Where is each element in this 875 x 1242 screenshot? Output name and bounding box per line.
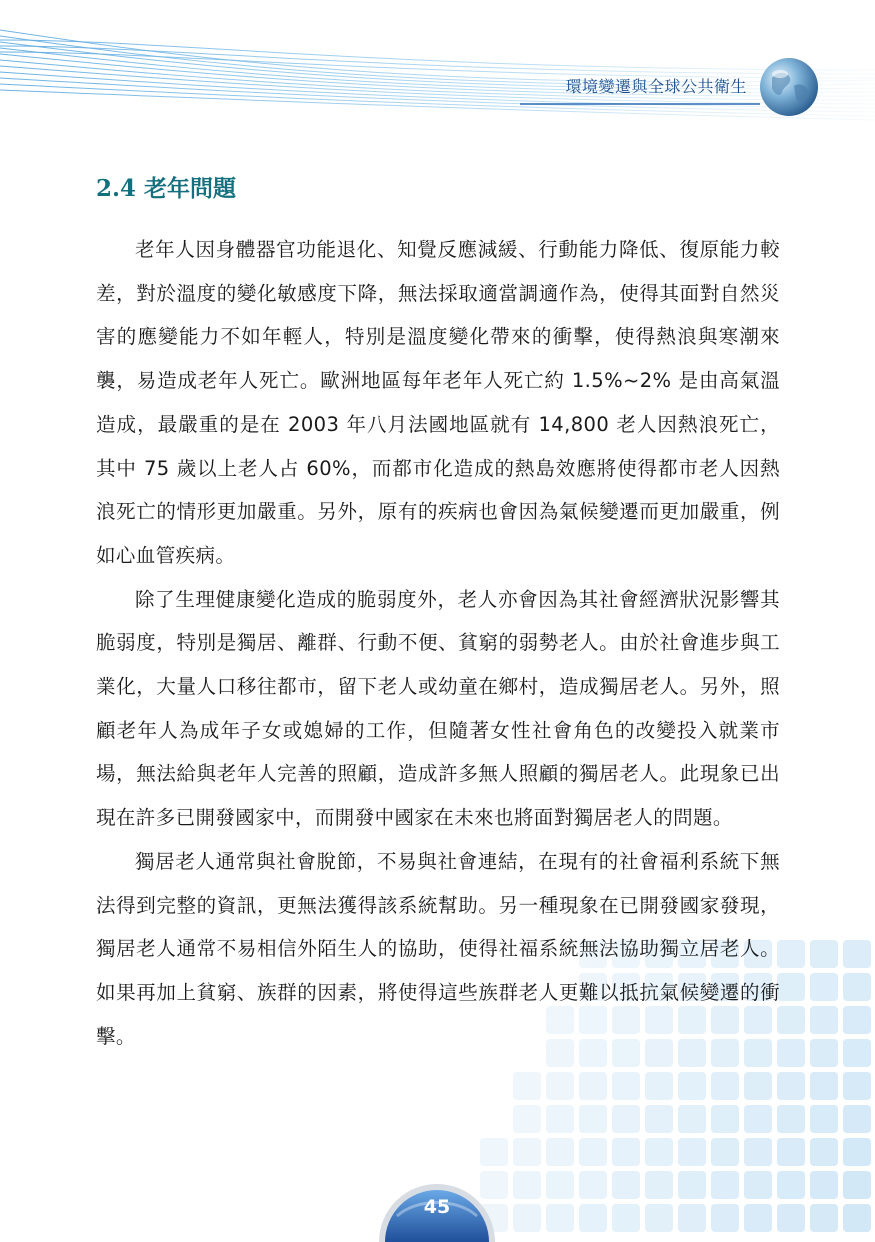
decorative-square: [579, 1105, 607, 1133]
decorative-square: [480, 1138, 508, 1166]
page-number: 45: [423, 1196, 451, 1218]
decorative-square: [843, 1105, 871, 1133]
decorative-square: [678, 1138, 706, 1166]
decorative-square: [810, 1006, 838, 1034]
decorative-square: [546, 1171, 574, 1199]
decorative-square: [645, 1171, 673, 1199]
decorative-square: [843, 1171, 871, 1199]
decorative-square: [711, 1171, 739, 1199]
decorative-square: [843, 1204, 871, 1232]
header-title: 環境變遷與全球公共衛生: [565, 77, 747, 96]
decorative-square: [513, 1138, 541, 1166]
decorative-square: [777, 1039, 805, 1067]
decorative-square: [579, 1138, 607, 1166]
decorative-square: [777, 1204, 805, 1232]
decorative-square: [777, 940, 805, 968]
decorative-square: [579, 1171, 607, 1199]
decorative-square: [744, 1072, 772, 1100]
decorative-square: [777, 1171, 805, 1199]
decorative-square: [843, 940, 871, 968]
decorative-square: [744, 1138, 772, 1166]
decorative-square: [843, 1039, 871, 1067]
decorative-square: [579, 1072, 607, 1100]
decorative-square: [810, 973, 838, 1001]
decorative-square: [612, 1105, 640, 1133]
decorative-square: [513, 1105, 541, 1133]
decorative-square: [777, 1072, 805, 1100]
decorative-square: [645, 1072, 673, 1100]
decorative-square: [579, 1204, 607, 1232]
decorative-square: [744, 1171, 772, 1199]
decorative-square: [711, 1105, 739, 1133]
decorative-square: [546, 1204, 574, 1232]
decorative-square: [678, 1072, 706, 1100]
decorative-square: [711, 1072, 739, 1100]
decorative-square: [546, 1138, 574, 1166]
decorative-square: [711, 1138, 739, 1166]
decorative-square: [612, 1204, 640, 1232]
paragraph: 除了生理健康變化造成的脆弱度外，老人亦會因為其社會經濟狀況影響其脆弱度，特別是獨居、離群、行動不便、貧窮的弱勢老人。由於社會進步與工業化，大量人口移往都市，留下老人或幼童在鄉村，造成獨居老人。另外，照顧老年人為成年子女或媳婦的工作，但隨著女性社會角色的改變投入就業市場，無法給與老年人完善的照顧，造成許多無人照顧的獨居老人。此現象已出現在許多已開發國家中，而開發中國家在未來也將面對獨居老人的問題。: [96, 587, 780, 830]
decorative-square: [513, 1072, 541, 1100]
decorative-square: [843, 973, 871, 1001]
decorative-square: [810, 1204, 838, 1232]
decorative-square: [810, 940, 838, 968]
decorative-square: [513, 1204, 541, 1232]
decorative-square: [777, 973, 805, 1001]
decorative-square: [546, 1072, 574, 1100]
decorative-square: [843, 1072, 871, 1100]
decorative-square: [810, 1171, 838, 1199]
decorative-square: [744, 1204, 772, 1232]
decorative-square: [810, 1105, 838, 1133]
decorative-square: [645, 1138, 673, 1166]
decorative-square: [777, 1105, 805, 1133]
decorative-square: [513, 1171, 541, 1199]
decorative-square: [777, 1138, 805, 1166]
decorative-square: [678, 1171, 706, 1199]
decorative-square: [645, 1204, 673, 1232]
decorative-square: [678, 1204, 706, 1232]
decorative-square: [546, 1105, 574, 1133]
decorative-square: [810, 1072, 838, 1100]
decorative-square: [612, 1138, 640, 1166]
decorative-square: [810, 1138, 838, 1166]
decorative-square: [843, 1006, 871, 1034]
decorative-square: [612, 1171, 640, 1199]
decorative-square: [711, 1204, 739, 1232]
decorative-square: [843, 1138, 871, 1166]
decorative-square: [678, 1105, 706, 1133]
globe-icon: [758, 56, 820, 118]
section-title: 2.4 老年問題: [96, 175, 237, 202]
decorative-square: [810, 1039, 838, 1067]
decorative-square: [744, 1105, 772, 1133]
paragraph: 獨居老人通常與社會脫節，不易與社會連結，在現有的社會福利系統下無法得到完整的資訊，更無法獲得該系統幫助。另一種現象在已開發國家發現，獨居老人通常不易相信外陌生人的協助，使得社福系統無法協助獨立居老人。如果再加上貧窮、族群的因素，將使得這些族群老人更難以抵抗氣候變遷的衝擊。: [96, 849, 780, 1048]
decorative-square: [612, 1072, 640, 1100]
paragraph: 老年人因身體器官功能退化、知覺反應減緩、行動能力降低、復原能力較差，對於溫度的變化敏感度下降，無法採取適當調適作為，使得其面對自然災害的應變能力不如年輕人，特別是溫度變化帶來的衝擊，使得熱浪與寒潮來襲，易造成老年人死亡。歐洲地區每年老年人死亡約 1.5%~2% 是由高氣溫造成，最嚴重的是在 2003 年八月法國地區就有 14,800 老人因熱浪死亡，其中 75 歲以上老人占 60%，而都市化造成的熱島效應將使得都市老人因熱浪死亡的情形更加嚴重。另外，原有的疾病也會因為氣候變遷而更加嚴重，例如心血管疾病。: [96, 238, 780, 567]
decorative-square: [645, 1105, 673, 1133]
decorative-square: [777, 1006, 805, 1034]
body-text: [96, 228, 780, 1058]
